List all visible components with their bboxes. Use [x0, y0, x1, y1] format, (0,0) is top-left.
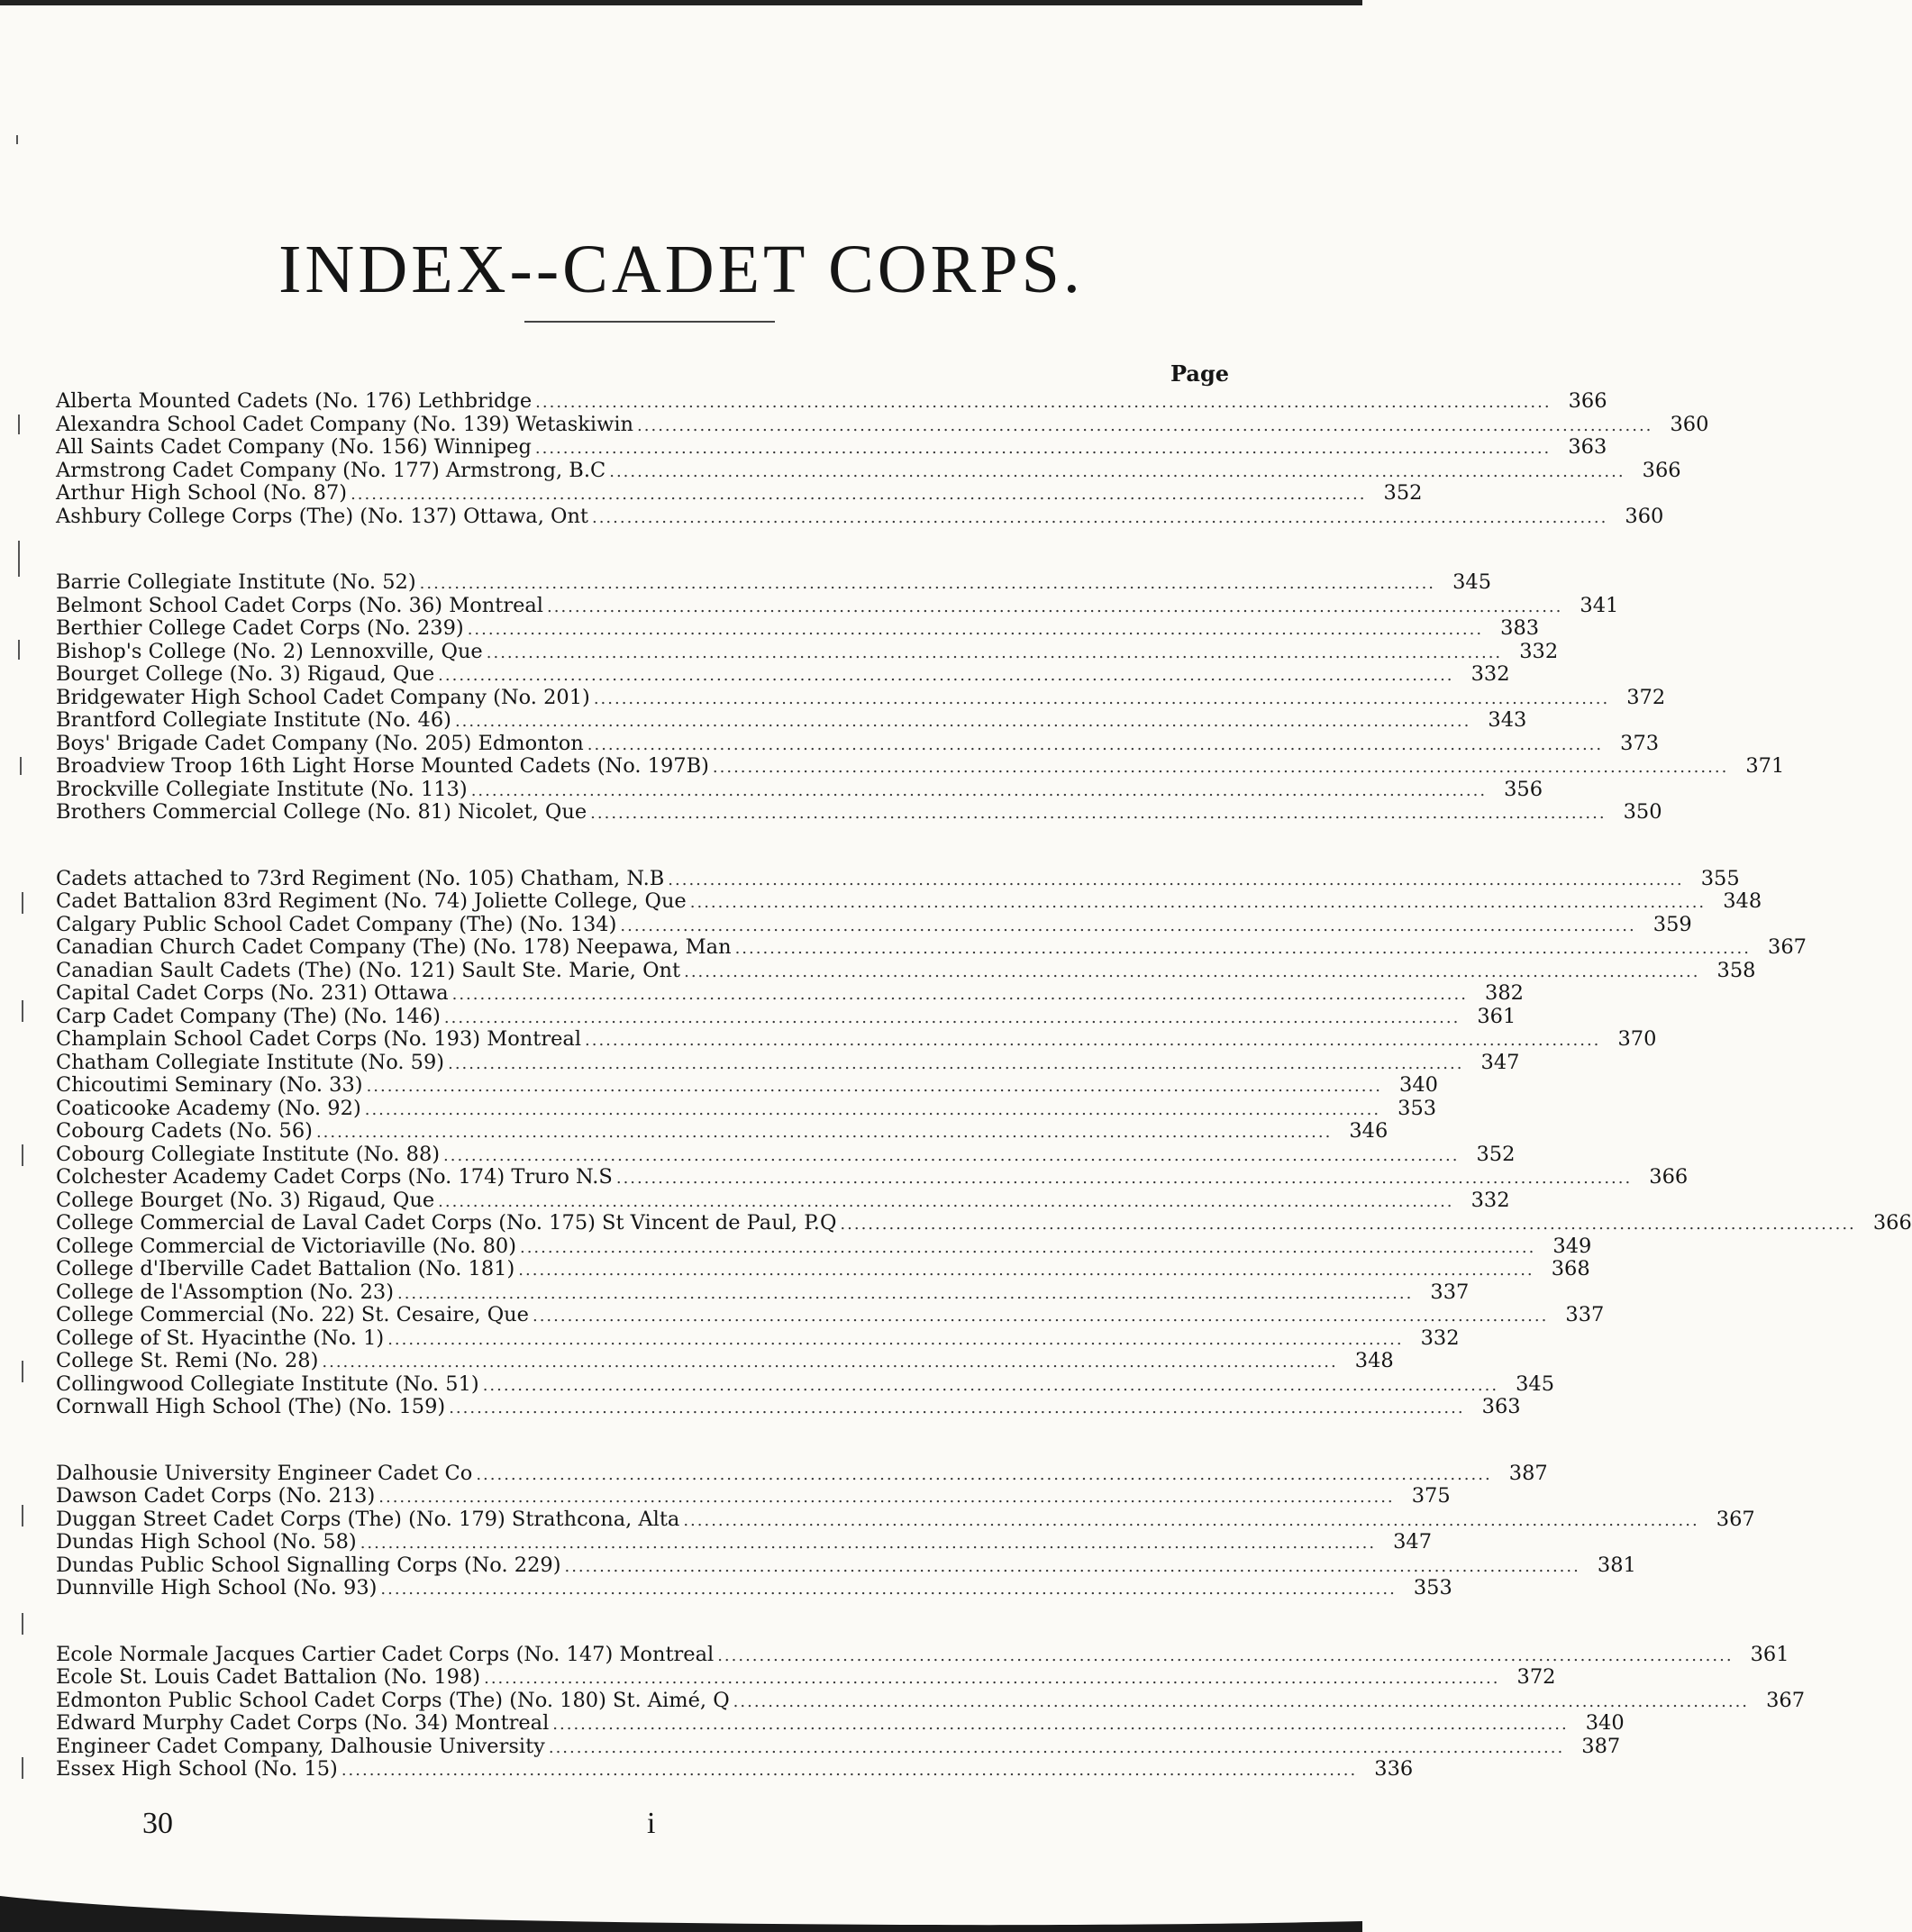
dot-leader: ..................................................................................................................................................	[552, 1715, 1569, 1734]
index-entry	[56, 1234, 1592, 1259]
entry-page-number: 363	[1568, 435, 1607, 459]
index-entry	[56, 1096, 1437, 1121]
entry-name: Cadet Battalion 83rd Regiment (No. 74) Joliette College, Que	[56, 889, 687, 913]
dot-leader: ..................................................................................................................................................	[733, 1691, 1750, 1711]
index-entry	[56, 662, 1510, 687]
entry-name: College Commercial de Victoriaville (No. 80)	[56, 1234, 516, 1258]
dot-leader: ..................................................................................................................................................	[620, 916, 1636, 935]
index-entry	[56, 981, 1524, 1006]
entry-name: Belmont School Cadet Corps (No. 36) Montreal	[56, 593, 543, 617]
dot-leader: ..................................................................................................................................................	[590, 804, 1607, 823]
entry-name: College of St. Hyacinthe (No. 1)	[56, 1326, 385, 1350]
dot-leader: ..................................................................................................................................................	[449, 1399, 1465, 1417]
entry-name: College de l'Assomption (No. 23)	[56, 1280, 394, 1304]
index-entry	[56, 708, 1527, 733]
entry-page-number: 366	[1649, 1165, 1689, 1189]
index-entry	[56, 1004, 1516, 1029]
dot-leader: ..................................................................................................................................................	[443, 1145, 1460, 1165]
entry-page-number: 361	[1477, 1004, 1516, 1028]
entry-page-number: 383	[1500, 616, 1540, 640]
entry-page-number: 332	[1420, 1326, 1460, 1350]
index-entry	[56, 616, 1540, 641]
entry-page-number: 353	[1413, 1576, 1452, 1599]
entry-page-number: 356	[1504, 777, 1543, 801]
dot-leader: ..................................................................................................................................................	[637, 415, 1653, 435]
index-entry	[56, 1642, 1789, 1667]
index-section	[56, 866, 1912, 1419]
index-entry	[56, 435, 1607, 460]
dot-leader: ..................................................................................................................................................	[532, 1307, 1549, 1326]
index-entry	[56, 1395, 1521, 1419]
dot-leader: ..................................................................................................................................................	[443, 1007, 1461, 1027]
entry-page-number: 360	[1625, 504, 1664, 528]
index-entry	[56, 685, 1666, 710]
entry-name: Edmonton Public School Cadet Corps (The) (No. 180) St. Aimé, Q	[56, 1688, 730, 1712]
entry-name: Berthier College Cadet Corps (No. 239)	[56, 616, 464, 640]
entry-page-number: 358	[1716, 958, 1756, 982]
entry-name: Ashbury College Corps (The) (No. 137) Ottawa, Ont	[56, 504, 588, 528]
dot-leader: ..................................................................................................................................................	[380, 1580, 1397, 1599]
entry-page-number: 353	[1398, 1096, 1437, 1120]
dot-leader: ..................................................................................................................................................	[378, 1488, 1395, 1507]
entry-page-number: 381	[1597, 1553, 1636, 1577]
entry-page-number: 367	[1716, 1507, 1755, 1531]
entry-name: Ecole Normale Jacques Cartier Cadet Corps (No. 147) Montreal	[56, 1642, 715, 1666]
index-entry	[56, 1688, 1806, 1713]
entry-name: Bourget College (No. 3) Rigaud, Que	[56, 662, 435, 686]
dot-leader: ..................................................................................................................................................	[482, 1375, 1499, 1395]
dot-leader: ..................................................................................................................................................	[684, 961, 1700, 981]
index-entry	[56, 777, 1543, 802]
entry-page-number: 387	[1508, 1461, 1548, 1485]
dot-leader: ..................................................................................................................................................	[315, 1123, 1333, 1142]
entry-name: Dundas Public School Signalling Corps (No. 229)	[56, 1553, 561, 1577]
index-entry	[56, 1142, 1516, 1167]
entry-page-number: 347	[1480, 1050, 1520, 1074]
entry-page-number: 348	[1354, 1349, 1394, 1372]
page-title: INDEX--CADET CORPS.	[278, 231, 1084, 307]
entry-name: Cobourg Cadets (No. 56)	[56, 1119, 313, 1143]
index-entry	[56, 1530, 1433, 1554]
entry-name: Alberta Mounted Cadets (No. 176) Lethbridge	[56, 389, 533, 413]
folio-number: 30	[142, 1807, 173, 1840]
dot-leader: ..................................................................................................................................................	[364, 1099, 1381, 1119]
entry-page-number: 349	[1552, 1234, 1592, 1258]
entry-name: Broadview Troop 16th Light Horse Mounted Cadets (No. 197B)	[56, 754, 709, 778]
entry-page-number: 375	[1411, 1484, 1451, 1508]
dot-leader: ..................................................................................................................................................	[518, 1261, 1534, 1280]
entry-name: Alexandra School Cadet Company (No. 139) Wetaskiwin	[56, 412, 634, 436]
index-entry	[56, 570, 1492, 595]
index-entry	[56, 639, 1559, 664]
dot-leader: ..................................................................................................................................................	[438, 1191, 1454, 1211]
entry-page-number: 352	[1476, 1142, 1516, 1166]
entry-name: Colchester Academy Cadet Corps (No. 174) Truro N.S	[56, 1165, 613, 1189]
dot-leader: ..................................................................................................................................................	[689, 893, 1707, 912]
entry-page-number: 332	[1470, 1188, 1510, 1212]
entry-page-number: 359	[1653, 912, 1692, 936]
entry-page-number: 361	[1750, 1642, 1789, 1666]
entry-name: Coaticooke Academy (No. 92)	[56, 1096, 361, 1120]
entry-page-number: 366	[1642, 458, 1681, 482]
index-section	[56, 1642, 1806, 1782]
entry-name: Barrie Collegiate Institute (No. 52)	[56, 570, 416, 594]
index-entry	[56, 1734, 1621, 1759]
entry-page-number: 355	[1700, 866, 1740, 890]
entry-page-number: 332	[1470, 662, 1510, 686]
index-entry	[56, 458, 1681, 483]
entry-name: Brockville Collegiate Institute (No. 113)	[56, 777, 468, 801]
dot-leader: ..................................................................................................................................................	[351, 485, 1367, 504]
dot-leader: ..................................................................................................................................................	[519, 1237, 1536, 1257]
index-section	[56, 570, 1785, 825]
index-entry	[56, 504, 1664, 529]
index-entry	[56, 1119, 1388, 1144]
entry-page-number: 372	[1626, 685, 1666, 709]
entry-name: Dawson Cadet Corps (No. 213)	[56, 1484, 376, 1508]
entry-name: Bridgewater High School Cadet Company (No. 201)	[56, 685, 590, 709]
index-entry	[56, 481, 1423, 506]
page-column-header: Page	[1170, 360, 1229, 387]
entry-name: Collingwood Collegiate Institute (No. 51)	[56, 1372, 479, 1396]
entry-page-number: 345	[1516, 1372, 1555, 1396]
entry-name: Cadets attached to 73rd Regiment (No. 105) Chatham, N.B	[56, 866, 665, 890]
entry-page-number: 360	[1670, 412, 1709, 436]
entry-name: Chicoutimi Seminary (No. 33)	[56, 1073, 363, 1097]
entry-page-number: 368	[1551, 1257, 1590, 1280]
dot-leader: ..................................................................................................................................................	[535, 393, 1552, 412]
entry-page-number: 367	[1768, 935, 1807, 959]
dot-leader: ..................................................................................................................................................	[360, 1534, 1377, 1553]
dot-leader: ..................................................................................................................................................	[322, 1353, 1338, 1372]
entry-page-number: 367	[1766, 1688, 1806, 1712]
index-entry	[56, 389, 1607, 414]
index-entry	[56, 1576, 1452, 1600]
dot-leader: ..................................................................................................................................................	[486, 642, 1503, 662]
index-entry	[56, 800, 1662, 825]
entry-name: Calgary Public School Cadet Company (The) (No. 134)	[56, 912, 617, 936]
entry-name: Carp Cadet Company (The) (No. 146)	[56, 1004, 441, 1028]
index-entry	[56, 1757, 1414, 1782]
entry-page-number: 366	[1568, 389, 1607, 413]
entry-name: College d'Iberville Cadet Battalion (No. 181)	[56, 1257, 515, 1280]
index-entry	[56, 1027, 1657, 1052]
entry-name: Ecole St. Louis Cadet Battalion (No. 198)	[56, 1665, 481, 1689]
entry-name: Bishop's College (No. 2) Lennoxville, Que	[56, 639, 483, 663]
entry-name: All Saints Cadet Company (No. 156) Winnipeg	[56, 435, 532, 459]
dot-leader: ..................................................................................................................................................	[587, 734, 1604, 754]
index-entry	[56, 1711, 1625, 1736]
dot-leader: ..................................................................................................................................................	[585, 1031, 1601, 1050]
entry-page-number: 343	[1488, 708, 1527, 732]
index-entry	[56, 1165, 1689, 1189]
index-entry	[56, 1303, 1605, 1327]
index-entry	[56, 1484, 1451, 1508]
index-entry	[56, 1349, 1394, 1373]
entry-name: Chatham Collegiate Institute (No. 59)	[56, 1050, 445, 1074]
entry-name: College St. Remi (No. 28)	[56, 1349, 319, 1372]
entry-page-number: 352	[1383, 481, 1423, 505]
entry-name: Armstrong Cadet Company (No. 177) Armstrong, B.C	[56, 458, 606, 482]
dot-leader: ..................................................................................................................................................	[419, 574, 1436, 593]
entry-name: Essex High School (No. 15)	[56, 1757, 338, 1781]
index-entry	[56, 731, 1660, 756]
dot-leader: ..................................................................................................................................................	[454, 712, 1471, 731]
dot-leader: ..................................................................................................................................................	[548, 1737, 1565, 1757]
dot-leader: ..................................................................................................................................................	[470, 780, 1488, 800]
dot-leader: ..................................................................................................................................................	[591, 507, 1608, 527]
entry-page-number: 340	[1399, 1073, 1438, 1097]
entry-name: Engineer Cadet Company, Dalhousie University	[56, 1734, 545, 1758]
entry-name: Boys' Brigade Cadet Company (No. 205) Edmonton	[56, 731, 584, 755]
entry-name: Brantford Collegiate Institute (No. 46)	[56, 708, 451, 732]
entry-page-number: 373	[1620, 731, 1660, 755]
entry-name: Cornwall High School (The) (No. 159)	[56, 1395, 446, 1418]
entry-page-number: 347	[1393, 1530, 1433, 1554]
entry-name: Cobourg Collegiate Institute (No. 88)	[56, 1142, 441, 1166]
entry-page-number: 350	[1623, 800, 1662, 824]
entry-page-number: 337	[1430, 1280, 1470, 1304]
entry-name: Brothers Commercial College (No. 81) Nicolet, Que	[56, 800, 587, 824]
entry-page-number: 332	[1519, 639, 1559, 663]
entry-page-number: 337	[1565, 1303, 1605, 1326]
index-entry	[56, 1257, 1590, 1281]
entry-page-number: 382	[1485, 981, 1524, 1005]
entry-page-number: 366	[1872, 1211, 1912, 1235]
index-entry	[56, 1211, 1912, 1235]
entry-page-number: 363	[1481, 1395, 1521, 1418]
dot-leader: ..................................................................................................................................................	[467, 620, 1484, 639]
dot-leader: ..................................................................................................................................................	[840, 1215, 1856, 1234]
signature-mark: i	[647, 1807, 656, 1840]
dot-leader: ..................................................................................................................................................	[609, 461, 1625, 481]
dot-leader: ..................................................................................................................................................	[448, 1053, 1464, 1073]
index-entry	[56, 1665, 1556, 1690]
dot-leader: ..................................................................................................................................................	[396, 1283, 1414, 1303]
index-entry	[56, 1372, 1555, 1397]
entry-page-number: 336	[1374, 1757, 1414, 1781]
entry-name: College Bourget (No. 3) Rigaud, Que	[56, 1188, 435, 1212]
index-entry	[56, 593, 1619, 618]
dot-leader: ..................................................................................................................................................	[615, 1169, 1633, 1188]
dot-leader: ..................................................................................................................................................	[593, 688, 1610, 708]
title-rule	[524, 321, 775, 323]
entry-page-number: 370	[1617, 1027, 1657, 1051]
entry-name: Dundas High School (No. 58)	[56, 1530, 357, 1554]
dot-leader: ..................................................................................................................................................	[564, 1556, 1580, 1576]
dot-leader: ..................................................................................................................................................	[683, 1510, 1699, 1530]
entry-name: Champlain School Cadet Corps (No. 193) Montreal	[56, 1027, 582, 1051]
dot-leader: ..................................................................................................................................................	[476, 1464, 1492, 1484]
entry-page-number: 346	[1349, 1119, 1388, 1143]
entry-name: Dunnville High School (No. 93)	[56, 1576, 378, 1599]
entry-page-number: 345	[1452, 570, 1492, 594]
dot-leader: ..................................................................................................................................................	[734, 939, 1751, 958]
entry-name: Canadian Sault Cadets (The) (No. 121) Sault Ste. Marie, Ont	[56, 958, 681, 982]
index-section	[56, 1461, 1755, 1600]
index-entry	[56, 1188, 1510, 1213]
entry-page-number: 371	[1745, 754, 1785, 778]
index-entry	[56, 1280, 1470, 1305]
entry-name: Capital Cadet Corps (No. 231) Ottawa	[56, 981, 449, 1005]
index-entry	[56, 1553, 1636, 1578]
index-entry	[56, 866, 1740, 891]
dot-leader: ..................................................................................................................................................	[451, 985, 1468, 1004]
entry-name: Duggan Street Cadet Corps (The) (No. 179) Strathcona, Alta	[56, 1507, 680, 1531]
dot-leader: ..................................................................................................................................................	[534, 439, 1552, 458]
entry-page-number: 340	[1585, 1711, 1625, 1735]
entry-page-number: 348	[1723, 889, 1762, 913]
dot-leader: ..................................................................................................................................................	[547, 597, 1563, 616]
binding-margin-marks	[11, 135, 29, 1847]
index-entry	[56, 958, 1756, 983]
entry-page-number: 341	[1580, 593, 1619, 617]
entry-page-number: 387	[1581, 1734, 1621, 1758]
entry-name: Canadian Church Cadet Company (The) (No. 178) Neepawa, Man	[56, 935, 732, 959]
entry-name: College Commercial de Laval Cadet Corps (No. 175) St Vincent de Paul, P.Q	[56, 1211, 837, 1235]
index-entry	[56, 1461, 1548, 1486]
entry-name: Edward Murphy Cadet Corps (No. 34) Montreal	[56, 1711, 550, 1735]
index-entry	[56, 889, 1762, 914]
index-sections	[56, 389, 1912, 1825]
dot-leader: ..................................................................................................................................................	[717, 1645, 1734, 1665]
dot-leader: ..................................................................................................................................................	[341, 1761, 1358, 1780]
entry-name: Dalhousie University Engineer Cadet Co	[56, 1461, 473, 1485]
index-entry	[56, 912, 1692, 937]
dot-leader: ..................................................................................................................................................	[712, 758, 1729, 777]
entry-name: Arthur High School (No. 87)	[56, 481, 348, 505]
index-section	[56, 389, 1709, 528]
dot-leader: ..................................................................................................................................................	[366, 1077, 1382, 1096]
index-entry	[56, 1507, 1755, 1532]
index-entry	[56, 1326, 1460, 1351]
page-top-edge	[0, 0, 1362, 5]
entry-name: College Commercial (No. 22) St. Cesaire, Que	[56, 1303, 529, 1326]
dot-leader: ..................................................................................................................................................	[438, 666, 1454, 685]
index-entry	[56, 412, 1709, 437]
index-entry	[56, 1073, 1438, 1098]
page-bottom-edge	[0, 1869, 1362, 1932]
index-entry	[56, 1050, 1520, 1075]
dot-leader: ..................................................................................................................................................	[387, 1329, 1404, 1349]
index-entry	[56, 935, 1807, 960]
dot-leader: ..................................................................................................................................................	[668, 870, 1684, 889]
entry-page-number: 372	[1516, 1665, 1556, 1689]
index-entry	[56, 754, 1785, 779]
dot-leader: ..................................................................................................................................................	[484, 1669, 1500, 1688]
